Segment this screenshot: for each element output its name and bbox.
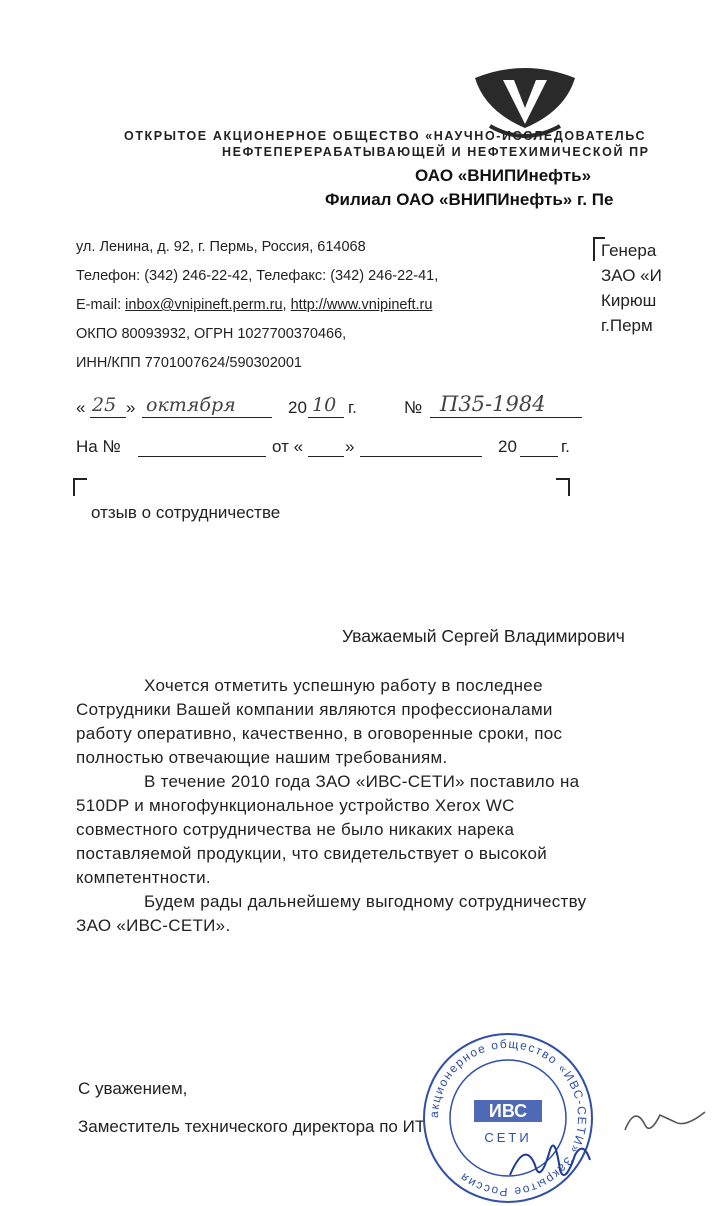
- email-line: [76, 297, 432, 313]
- greeting: Уважаемый Сергей Владимирович: [342, 626, 625, 646]
- date-year-suffix: 10: [312, 394, 337, 416]
- body-line: компетентности.: [76, 868, 211, 887]
- date-month: октября: [146, 394, 236, 416]
- recipient-line-1: Генера: [601, 241, 657, 260]
- date-year-prefix: 20: [288, 398, 307, 417]
- org-line-1: ОТКРЫТОЕ АКЦИОНЕРНОЕ ОБЩЕСТВО «НАУЧНО-ИССЛЕДОВАТЕЛЬС: [124, 129, 647, 143]
- ref-day-underline: [308, 436, 344, 457]
- stamp-ring-text: акционерное общество «ИВС-СЕТИ» Закрытое Россия: [426, 1036, 590, 1200]
- closing-regards: С уважением,: [78, 1079, 188, 1098]
- body-line: В течение 2010 года ЗАО «ИВС-СЕТИ» поставило на: [144, 772, 580, 791]
- reg-number: П35-1984: [440, 392, 546, 416]
- signature: [505, 1130, 595, 1190]
- date-year-mark: г.: [348, 398, 357, 417]
- ref-year-mark: г.: [561, 437, 570, 456]
- ref-label: На №: [76, 437, 121, 456]
- subject-corner-right: [556, 478, 570, 496]
- ref-number-underline: [138, 436, 266, 457]
- body-line: поставляемой продукции, что свидетельствует о высокой: [76, 844, 547, 863]
- email-link[interactable]: inbox@vnipineft.perm.ru: [125, 297, 283, 313]
- date-quote-open: «: [76, 398, 86, 417]
- inn-kpp: ИНН/КПП 7701007624/590302001: [76, 355, 302, 371]
- body-line: полностью отвечающие нашим требованиям.: [76, 748, 448, 767]
- body-line: 510DP и многофункциональное устройство Xerox WC: [76, 796, 515, 815]
- subject: отзыв о сотрудничестве: [91, 503, 281, 522]
- ref-year-underline: [520, 436, 558, 457]
- okpo-ogrn: ОКПО 80093932, ОГРН 1027700370466,: [76, 326, 347, 342]
- ref-from-label: от «: [272, 437, 304, 456]
- ref-month-underline: [360, 436, 482, 457]
- body-line: Будем рады дальнейшему выгодному сотрудничеству: [144, 892, 587, 911]
- email-prefix: E-mail:: [76, 297, 126, 313]
- closing-position: Заместитель технического директора по ИТ: [78, 1117, 426, 1136]
- body-line: Хочется отметить успешную работу в последнее: [144, 676, 543, 695]
- recipient-line-4: г.Перм: [601, 316, 653, 335]
- ref-quote-close: »: [345, 437, 355, 456]
- branch-name: Филиал ОАО «ВНИПИнефть» г. Пе: [325, 190, 614, 209]
- company-name: ОАО «ВНИПИнефть»: [415, 166, 592, 185]
- recipient-line-3: Кирюш: [601, 291, 657, 310]
- phone-line: Телефон: (342) 246-22-42, Телефакс: (342) 246-22-41,: [76, 268, 439, 284]
- org-line-2: НЕФТЕПЕРЕРАБАТЫВАЮЩЕЙ И НЕФТЕХИМИЧЕСКОЙ ПР: [222, 145, 650, 159]
- date-quote-close: »: [126, 398, 136, 417]
- body-line: Сотрудники Вашей компании являются профессионалами: [76, 700, 553, 719]
- recipient-line-2: ЗАО «И: [601, 266, 662, 285]
- ref-year: 20: [498, 437, 517, 456]
- number-label: №: [404, 398, 423, 417]
- stamp-center-text: ИВС: [488, 1101, 528, 1121]
- body-line: ЗАО «ИВС-СЕТИ».: [76, 916, 231, 935]
- body-line: совместного сотрудничества не было никаких нарека: [76, 820, 515, 839]
- body-line: работу оперативно, качественно, в оговоренные сроки, пос: [76, 724, 563, 743]
- date-day: 25: [92, 394, 117, 416]
- address: ул. Ленина, д. 92, г. Пермь, Россия, 614068: [76, 239, 366, 255]
- signature-partial: [620, 1100, 710, 1140]
- stamp-bottom-text: СЕТИ: [484, 1130, 532, 1145]
- separator: ,: [282, 297, 291, 313]
- subject-corner-left: [73, 478, 87, 496]
- website-link[interactable]: http://www.vnipineft.ru: [290, 297, 433, 313]
